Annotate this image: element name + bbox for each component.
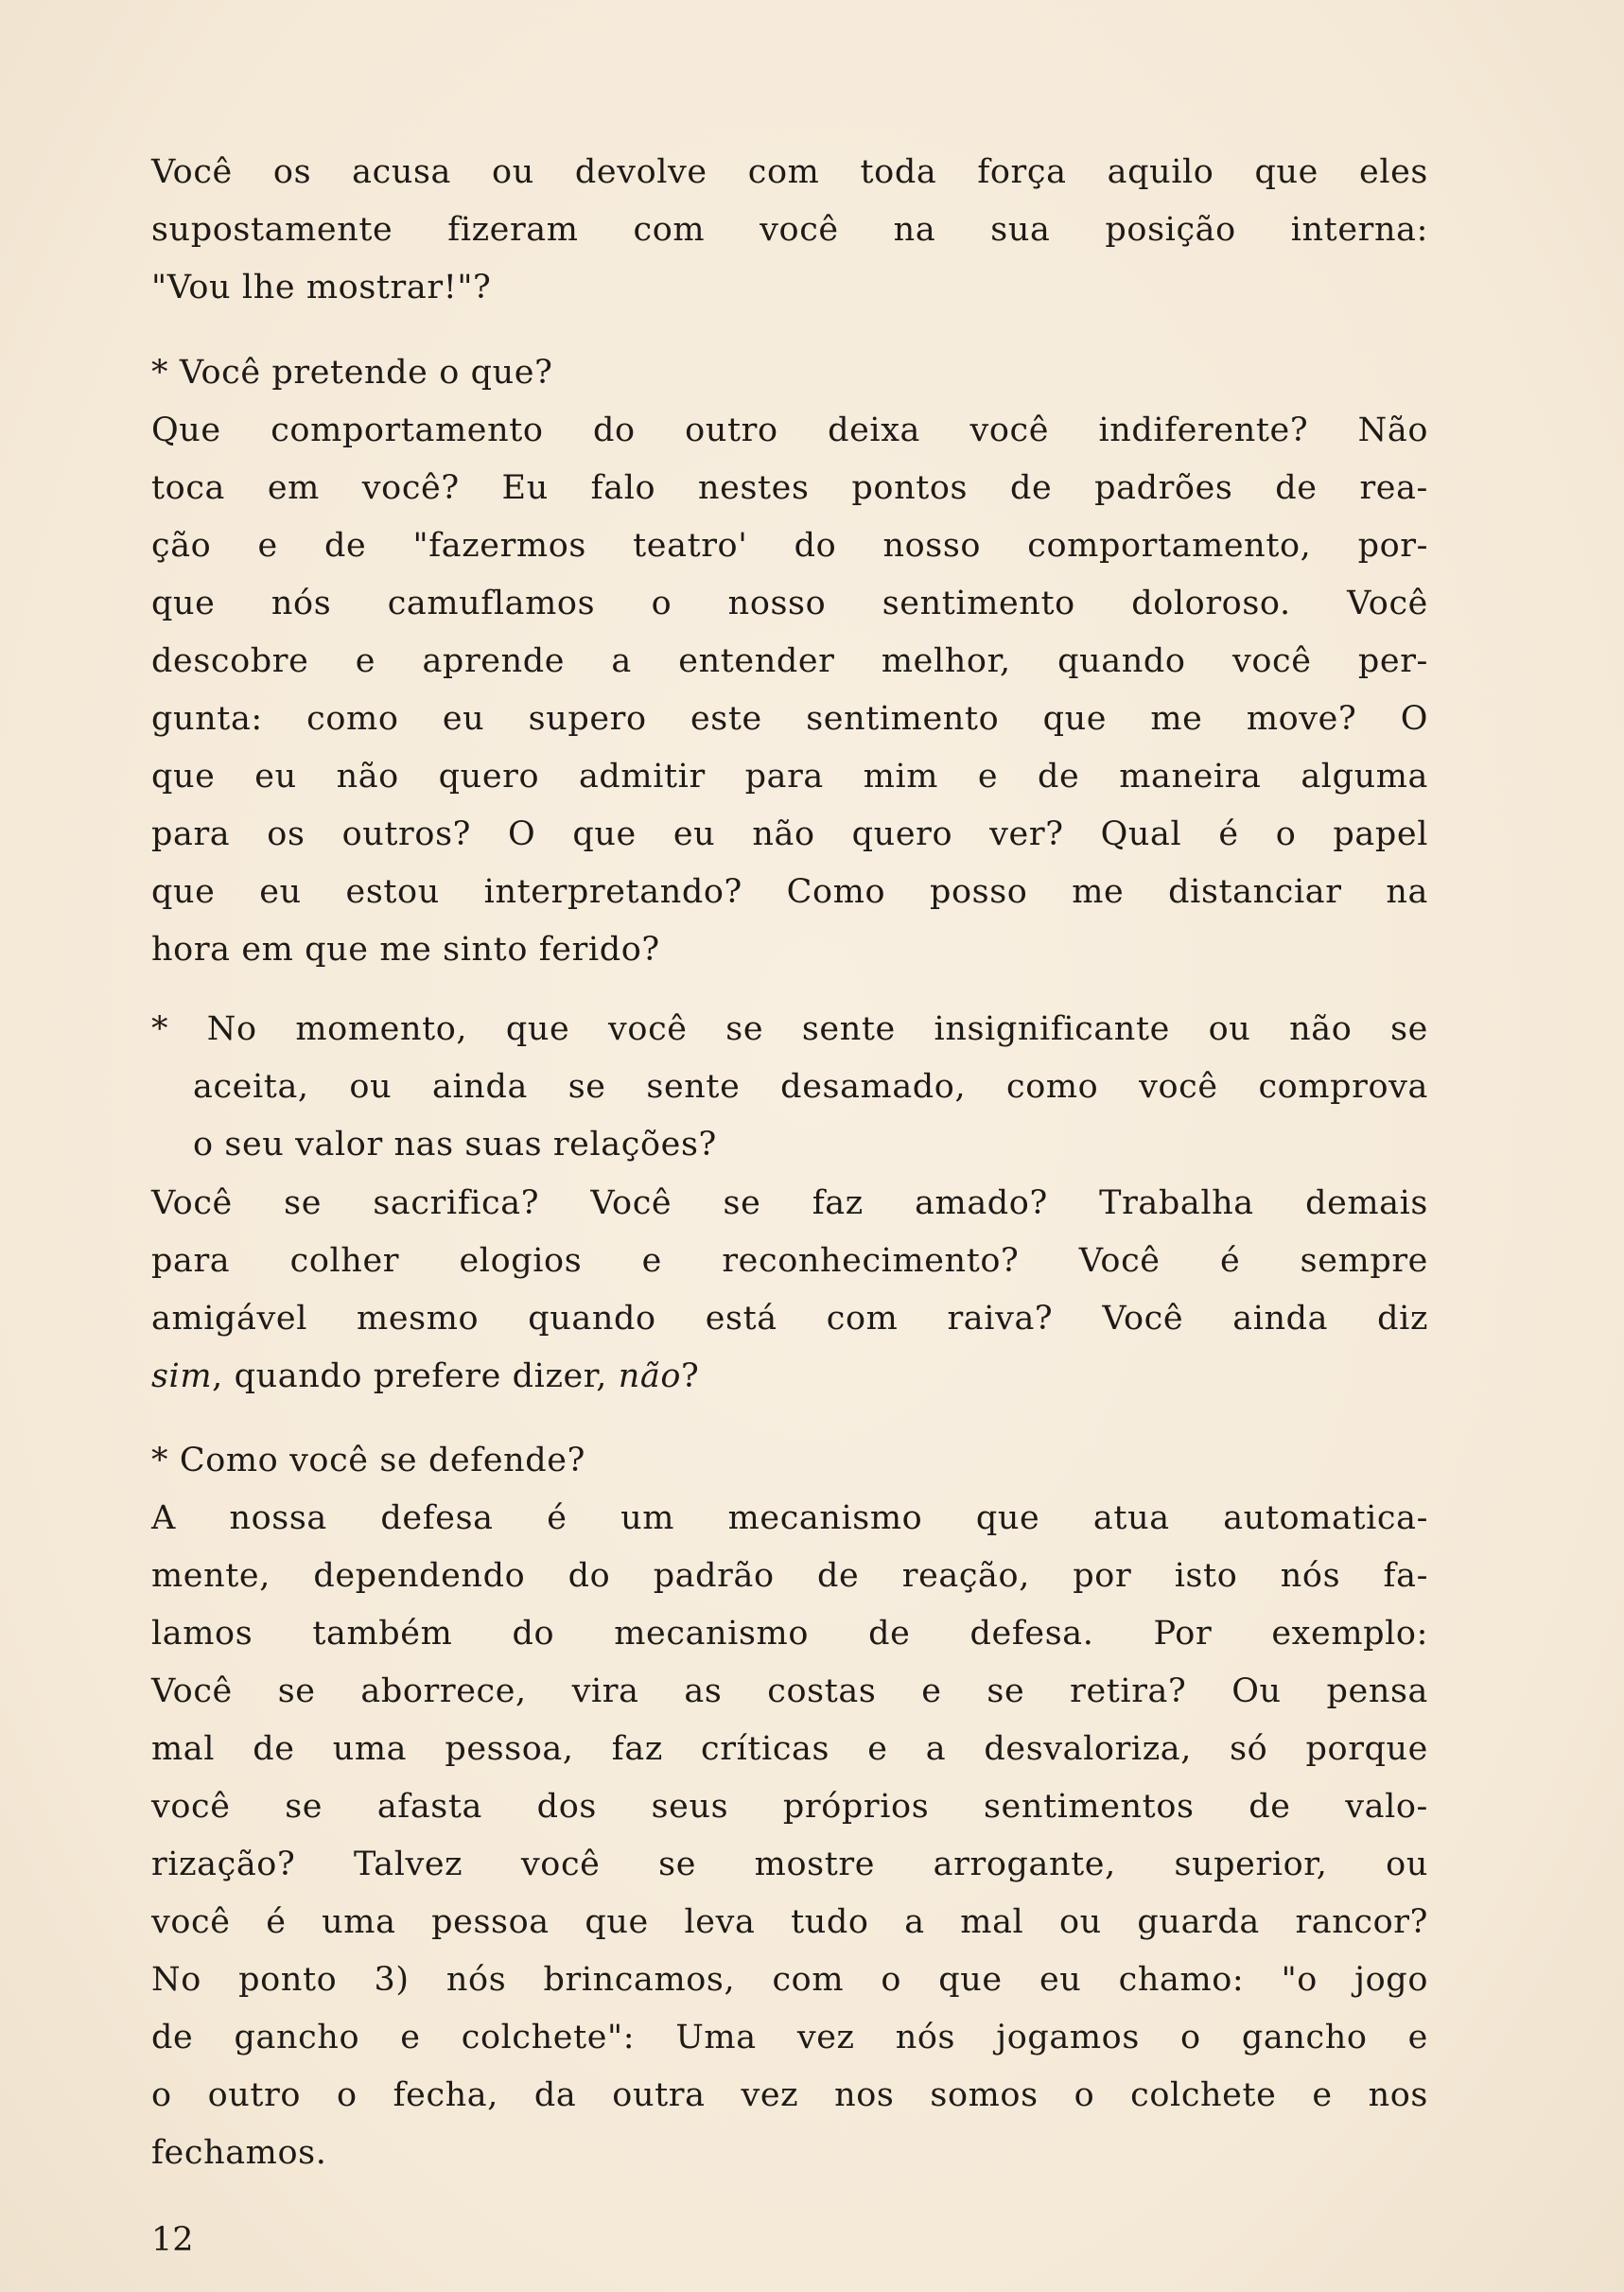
text-line: Você os acusa ou devolve com toda força aquilo que eles	[151, 153, 1428, 191]
text-line-italic	[151, 1348, 1428, 1406]
text-line: "Vou lhe mostrar!"?	[151, 269, 492, 306]
text-line: de gancho e colchete": Uma vez nós jogamos o gancho e	[151, 2019, 1428, 2056]
text-line: que eu estou interpretando? Como posso me distanciar na	[151, 873, 1428, 911]
text-line: o outro o fecha, da outra vez nos somos o colchete e nos	[151, 2076, 1428, 2114]
paragraph-defense	[151, 1432, 1428, 2182]
text-line: hora em que me sinto ferido?	[151, 931, 660, 969]
text-line: fechamos.	[151, 2134, 327, 2172]
text-fragment: ?	[681, 1357, 700, 1395]
text-line: rização? Talvez você se mostre arrogante, superior, ou	[151, 1846, 1428, 1883]
text-line: lamos também do mecanismo de defesa. Por exemplo:	[151, 1615, 1428, 1653]
text-line: você é uma pessoa que leva tudo a mal ou guarda rancor?	[151, 1903, 1428, 1941]
paragraph-accusation	[151, 144, 1428, 317]
text-line: No ponto 3) nós brincamos, com o que eu chamo: "o jogo	[151, 1961, 1428, 1999]
text-line: mente, dependendo do padrão de reação, por isto nós fa-	[151, 1557, 1428, 1595]
bullet-heading: * Como você se defende?	[151, 1442, 585, 1479]
text-line: descobre e aprende a entender melhor, quando você per-	[151, 642, 1428, 680]
text-line: ção e de "fazermos teatro' do nosso comportamento, por-	[151, 527, 1428, 565]
text-fragment: , quando prefere dizer,	[212, 1357, 619, 1395]
text-line: aceita, ou ainda se sente desamado, como você comprova	[193, 1068, 1428, 1106]
text-line: o seu valor nas suas relações?	[193, 1126, 717, 1163]
paragraph-value-bullet	[151, 1001, 1428, 1174]
paragraph-intention	[151, 344, 1428, 979]
bullet-line: * No momento, que você se sente insignificante ou não se	[151, 1010, 1428, 1048]
text-line: gunta: como eu supero este sentimento que me move? O	[151, 700, 1428, 738]
page-number: 12	[151, 2221, 194, 2259]
text-line: mal de uma pessoa, faz críticas e a desvaloriza, só porque	[151, 1730, 1428, 1768]
paragraph-sacrifice	[151, 1175, 1428, 1406]
italic-word-nao: não	[618, 1357, 682, 1395]
text-line: que eu não quero admitir para mim e de maneira alguma	[151, 758, 1428, 796]
text-line: toca em você? Eu falo nestes pontos de padrões de rea-	[151, 469, 1428, 507]
text-line: Você se sacrifica? Você se faz amado? Trabalha demais	[151, 1184, 1428, 1222]
text-line: Você se aborrece, vira as costas e se retira? Ou pensa	[151, 1672, 1428, 1710]
text-line: para colher elogios e reconhecimento? Você é sempre	[151, 1242, 1428, 1280]
text-line: você se afasta dos seus próprios sentimentos de valo-	[151, 1788, 1428, 1826]
text-line: A nossa defesa é um mecanismo que atua automatica-	[151, 1499, 1428, 1537]
bullet-heading: * Você pretende o que?	[151, 354, 553, 392]
text-line: amigável mesmo quando está com raiva? Você ainda diz	[151, 1300, 1428, 1338]
text-line: Que comportamento do outro deixa você indiferente? Não	[151, 411, 1428, 449]
text-line: supostamente fizeram com você na sua posição interna:	[151, 211, 1428, 249]
text-line: que nós camuflamos o nosso sentimento doloroso. Você	[151, 585, 1428, 622]
text-line: para os outros? O que eu não quero ver? Qual é o papel	[151, 815, 1428, 853]
italic-word-sim: sim	[151, 1357, 213, 1395]
